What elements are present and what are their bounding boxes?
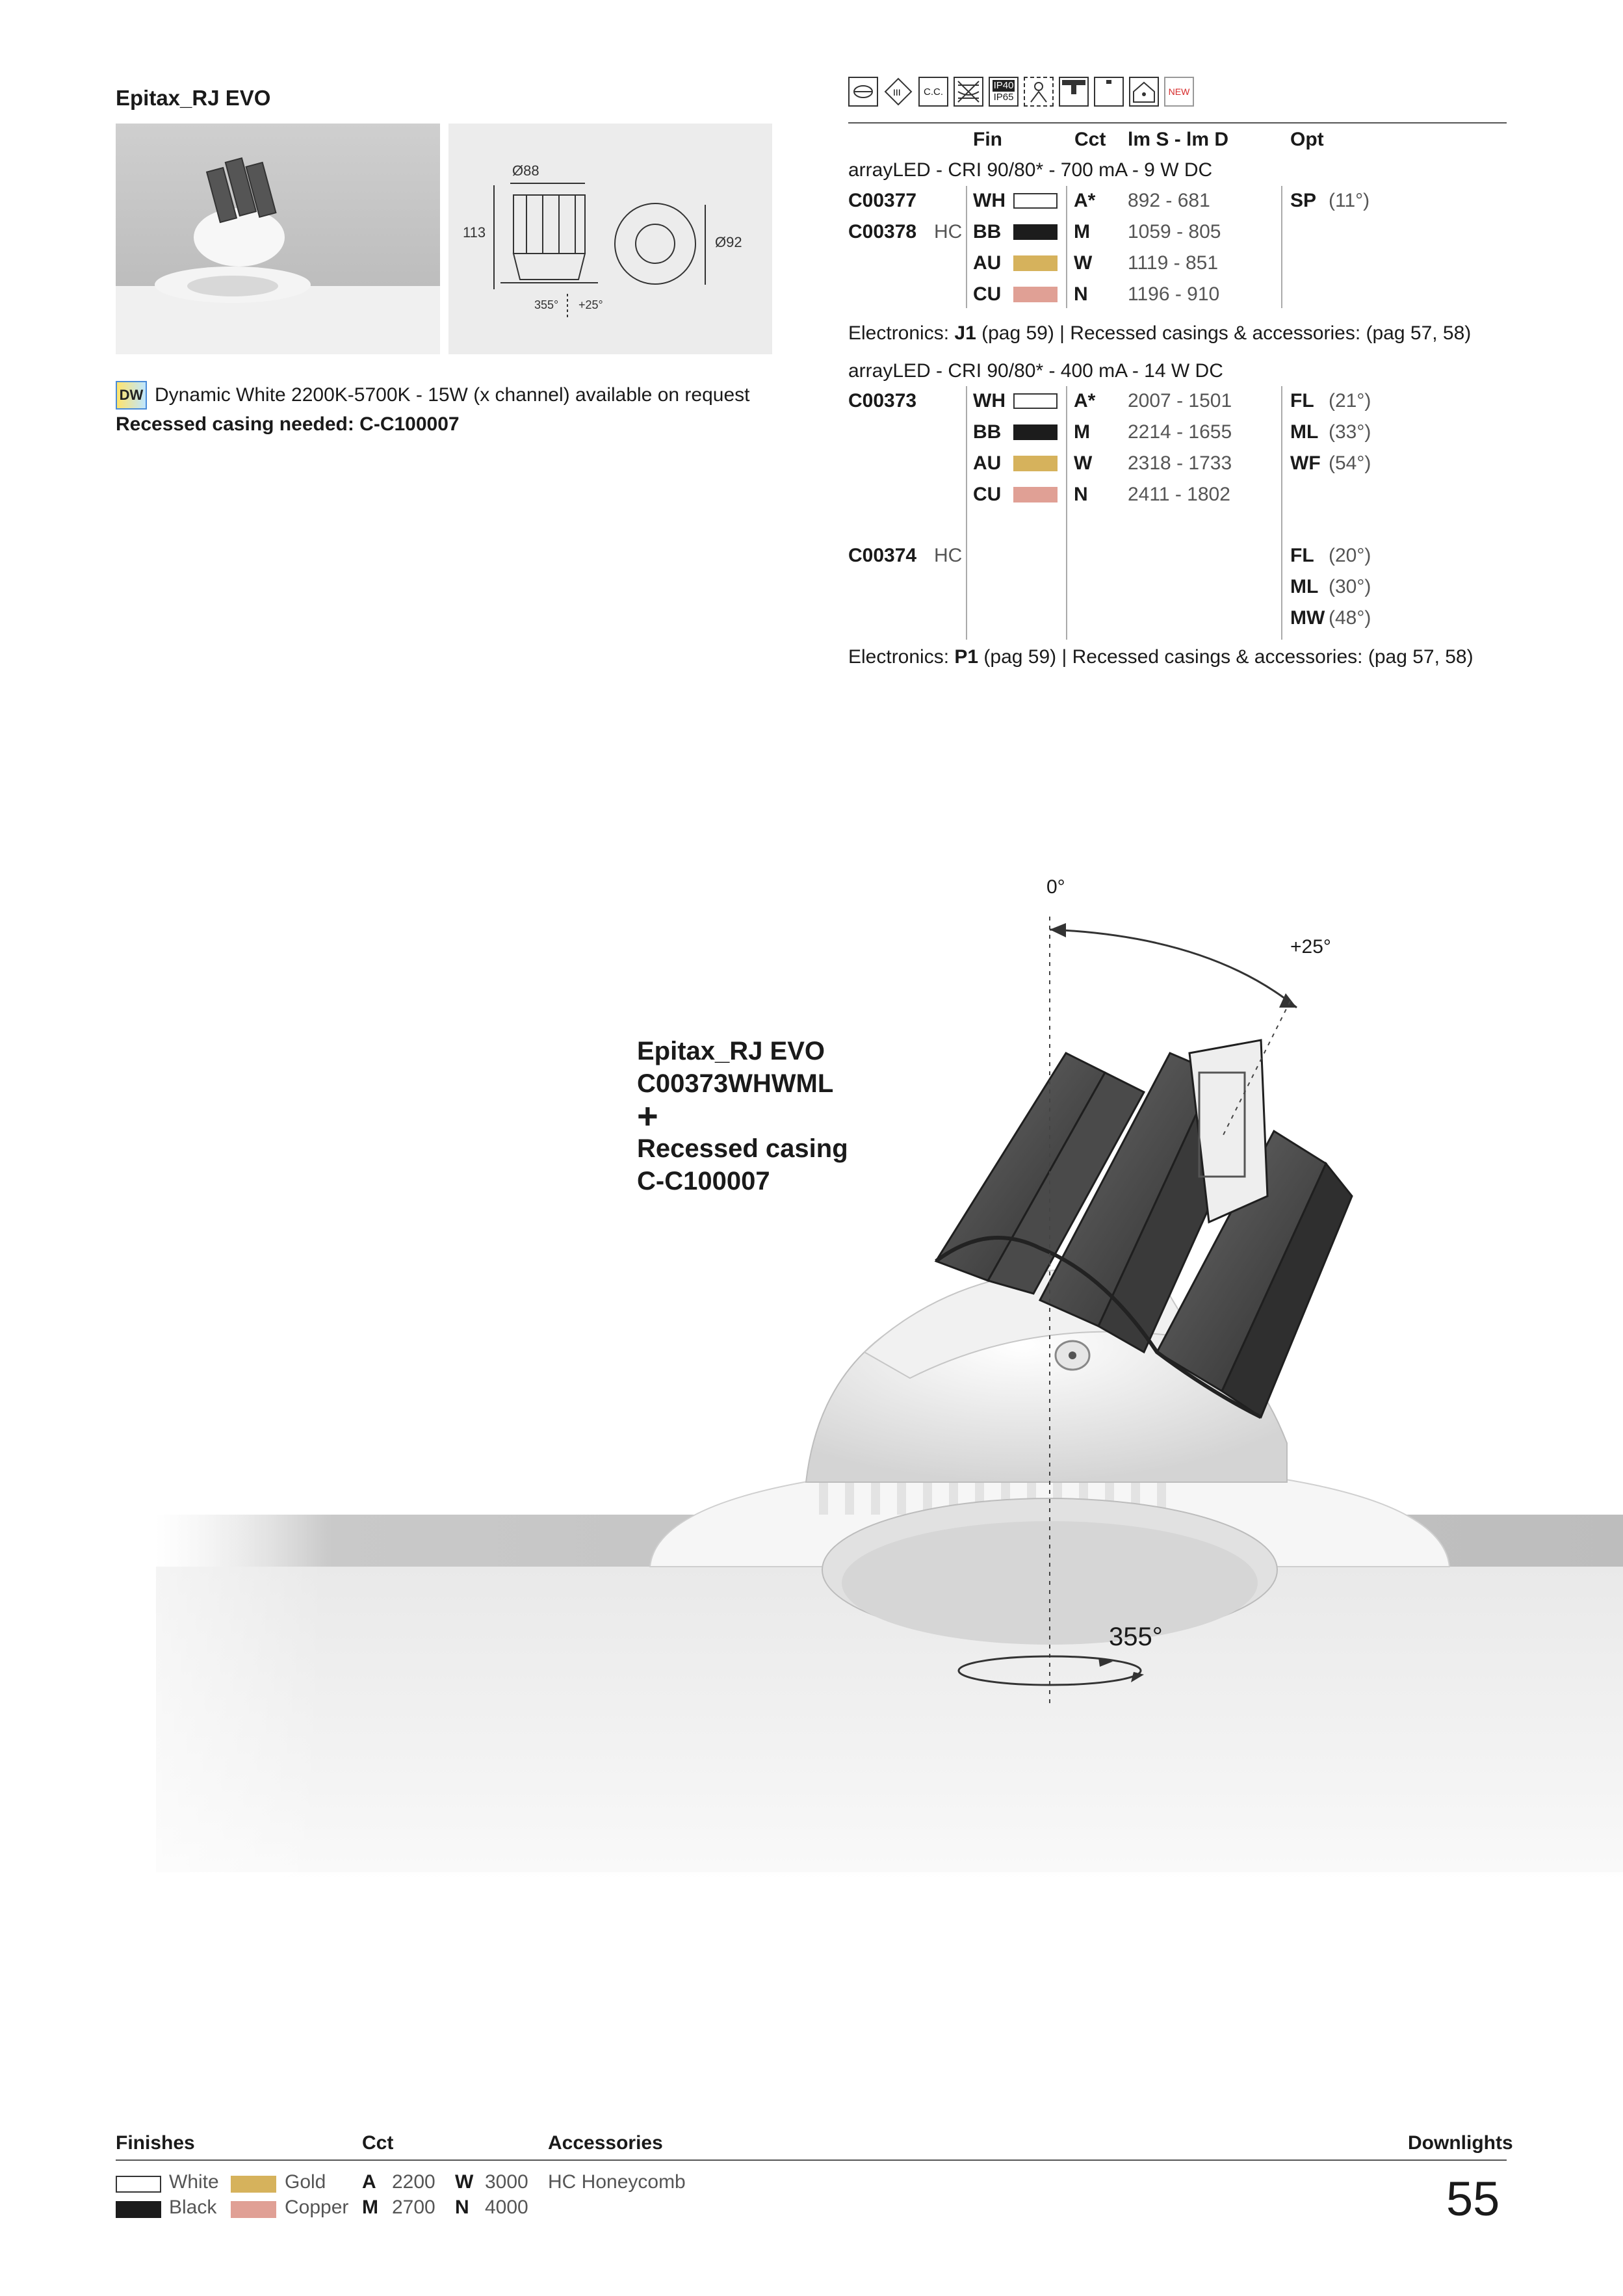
optic-angle: (21°) [1329, 390, 1371, 411]
hero-product-render [0, 858, 1623, 1963]
cct-code: N [455, 2197, 469, 2218]
lumen-value: 2007 - 1501 [1128, 390, 1232, 411]
column-cct: Cct [1074, 129, 1106, 150]
fin-code: WH [973, 190, 1006, 211]
product-code: C00374 [848, 545, 917, 566]
electronics-note: Electronics: P1 (pag 59) | Recessed casings & accessories: (pag 57, 58) [848, 646, 1474, 668]
fin-code: BB [973, 221, 1002, 242]
column-divider [1066, 386, 1067, 640]
lumen-value: 2318 - 1733 [1128, 452, 1232, 474]
finish-swatch-white [116, 2176, 161, 2193]
fin-code: CU [973, 283, 1002, 305]
footer-cct-label: Cct [362, 2132, 394, 2154]
ip-rating-icon: IP40 IP65 [989, 77, 1019, 107]
no-insulation-icon [954, 77, 983, 107]
finish-swatch-black [1013, 424, 1058, 440]
lumen-value: 2214 - 1655 [1128, 421, 1232, 443]
dim-rotation: 355° [534, 298, 559, 311]
fin-code: CU [973, 484, 1002, 505]
constant-current-icon: C.C. [918, 77, 948, 107]
finish-swatch-white [1013, 393, 1058, 409]
column-divider [1281, 386, 1282, 640]
column-divider [1281, 186, 1282, 308]
product-code: C00378 [848, 221, 917, 242]
accessory-item: HC Honeycomb [548, 2171, 686, 2193]
operator-icon [1024, 77, 1054, 107]
finish-swatch-gold [231, 2176, 276, 2193]
home-icon [1129, 77, 1159, 107]
optic-code: ML [1290, 421, 1319, 443]
technical-drawing [448, 124, 772, 354]
cct-code: A [362, 2171, 376, 2193]
optic-angle: (30°) [1329, 576, 1371, 597]
finish-swatch-white [1013, 193, 1058, 209]
code-suffix: HC [934, 545, 963, 566]
page-number: 55 [1446, 2172, 1500, 2226]
optic-code: ML [1290, 576, 1319, 597]
finish-swatch-gold [1013, 456, 1058, 471]
plus-icon: + [637, 1095, 658, 1136]
lumen-value: 892 - 681 [1128, 190, 1210, 211]
new-icon: NEW [1164, 77, 1194, 107]
angle-rotation-label: 355° [1109, 1623, 1163, 1651]
product-photo [116, 124, 440, 354]
finish-swatch-copper [1013, 487, 1058, 502]
cct-value: 3000 [485, 2171, 528, 2193]
optic-code: FL [1290, 545, 1314, 566]
class-iii-icon [883, 77, 913, 107]
optic-code: MW [1290, 607, 1325, 629]
footer-section-label: Downlights [1408, 2132, 1513, 2154]
dw-note-text: Dynamic White 2200K-5700K - 15W (x channel) available on request [155, 384, 750, 406]
dw-icon: DW [116, 381, 147, 410]
finish-swatch-copper [1013, 287, 1058, 302]
fin-code: AU [973, 452, 1002, 474]
cct-code: N [1074, 283, 1088, 305]
cct-code: M [362, 2197, 378, 2218]
cct-code: W [1074, 252, 1093, 274]
cct-code: N [1074, 484, 1088, 505]
column-divider [966, 186, 967, 308]
column-divider [966, 386, 967, 640]
dynamic-white-note [116, 381, 749, 410]
electronics-note: Electronics: J1 (pag 59) | Recessed casings & accessories: (pag 57, 58) [848, 322, 1472, 344]
product-code: C00373 [848, 390, 917, 411]
finish-label: Gold [285, 2171, 326, 2193]
casing-note: Recessed casing needed: C-C100007 [116, 413, 460, 435]
finish-swatch-gold [1013, 255, 1058, 271]
dim-height: 113 [463, 224, 486, 241]
finish-label: White [169, 2171, 219, 2193]
optic-angle: (11°) [1329, 190, 1370, 211]
cct-code: A* [1074, 190, 1096, 211]
hero-casing-code: C-C100007 [637, 1167, 770, 1195]
optic-angle: (20°) [1329, 545, 1371, 566]
group1-label: arrayLED - CRI 90/80* - 700 mA - 9 W DC [848, 159, 1213, 181]
finish-swatch-copper [231, 2201, 276, 2218]
product-title: Epitax_RJ EVO [116, 86, 271, 110]
hero-code: C00373WHWML [637, 1069, 834, 1098]
cct-code: M [1074, 221, 1090, 242]
footer-rule [116, 2159, 1507, 2161]
dim-diameter-cut: Ø92 [715, 234, 742, 250]
table-header-rule [848, 122, 1507, 124]
cct-code: W [455, 2171, 474, 2193]
lumen-value: 1059 - 805 [1128, 221, 1221, 242]
fin-code: WH [973, 390, 1006, 411]
hero-casing-label: Recessed casing [637, 1134, 848, 1163]
wall-mount-icon [1094, 77, 1124, 107]
cct-value: 4000 [485, 2197, 528, 2218]
cct-value: 2700 [392, 2197, 435, 2218]
dim-tilt: +25° [578, 298, 603, 311]
lumen-value: 2411 - 1802 [1128, 484, 1230, 505]
fin-code: BB [973, 421, 1002, 443]
optic-angle: (54°) [1329, 452, 1371, 474]
optic-code: FL [1290, 390, 1314, 411]
optic-angle: (48°) [1329, 607, 1371, 629]
finish-label: Black [169, 2197, 217, 2218]
dim-diameter-top: Ø88 [512, 163, 539, 179]
cct-code: M [1074, 421, 1090, 443]
finish-swatch-black [1013, 224, 1058, 240]
hero-caption [637, 1035, 848, 1197]
column-opt: Opt [1290, 129, 1324, 150]
finish-label: Copper [285, 2197, 349, 2218]
column-divider [1066, 186, 1067, 308]
column-lm: lm S - lm D [1128, 129, 1229, 150]
angle-tilt-label: +25° [1290, 936, 1331, 958]
certification-icons [848, 77, 1194, 107]
lumen-value: 1119 - 851 [1128, 252, 1218, 274]
optic-code: SP [1290, 190, 1317, 211]
hero-title: Epitax_RJ EVO [637, 1037, 825, 1065]
cct-code: W [1074, 452, 1093, 474]
code-suffix: HC [934, 221, 963, 242]
angle-top-label: 0° [1046, 876, 1065, 898]
cct-code: A* [1074, 390, 1096, 411]
cct-value: 2200 [392, 2171, 435, 2193]
product-code: C00377 [848, 190, 917, 211]
bulb-icon [848, 77, 878, 107]
finish-swatch-black [116, 2201, 161, 2218]
footer-finishes-label: Finishes [116, 2132, 195, 2154]
fin-code: AU [973, 252, 1002, 274]
column-fin: Fin [973, 129, 1002, 150]
group2-label: arrayLED - CRI 90/80* - 400 mA - 14 W DC [848, 360, 1223, 382]
lumen-value: 1196 - 910 [1128, 283, 1220, 305]
ceiling-mount-icon [1059, 77, 1089, 107]
svg-text:III: III [893, 87, 901, 98]
footer-accessories-label: Accessories [548, 2132, 663, 2154]
optic-code: WF [1290, 452, 1321, 474]
optic-angle: (33°) [1329, 421, 1371, 443]
